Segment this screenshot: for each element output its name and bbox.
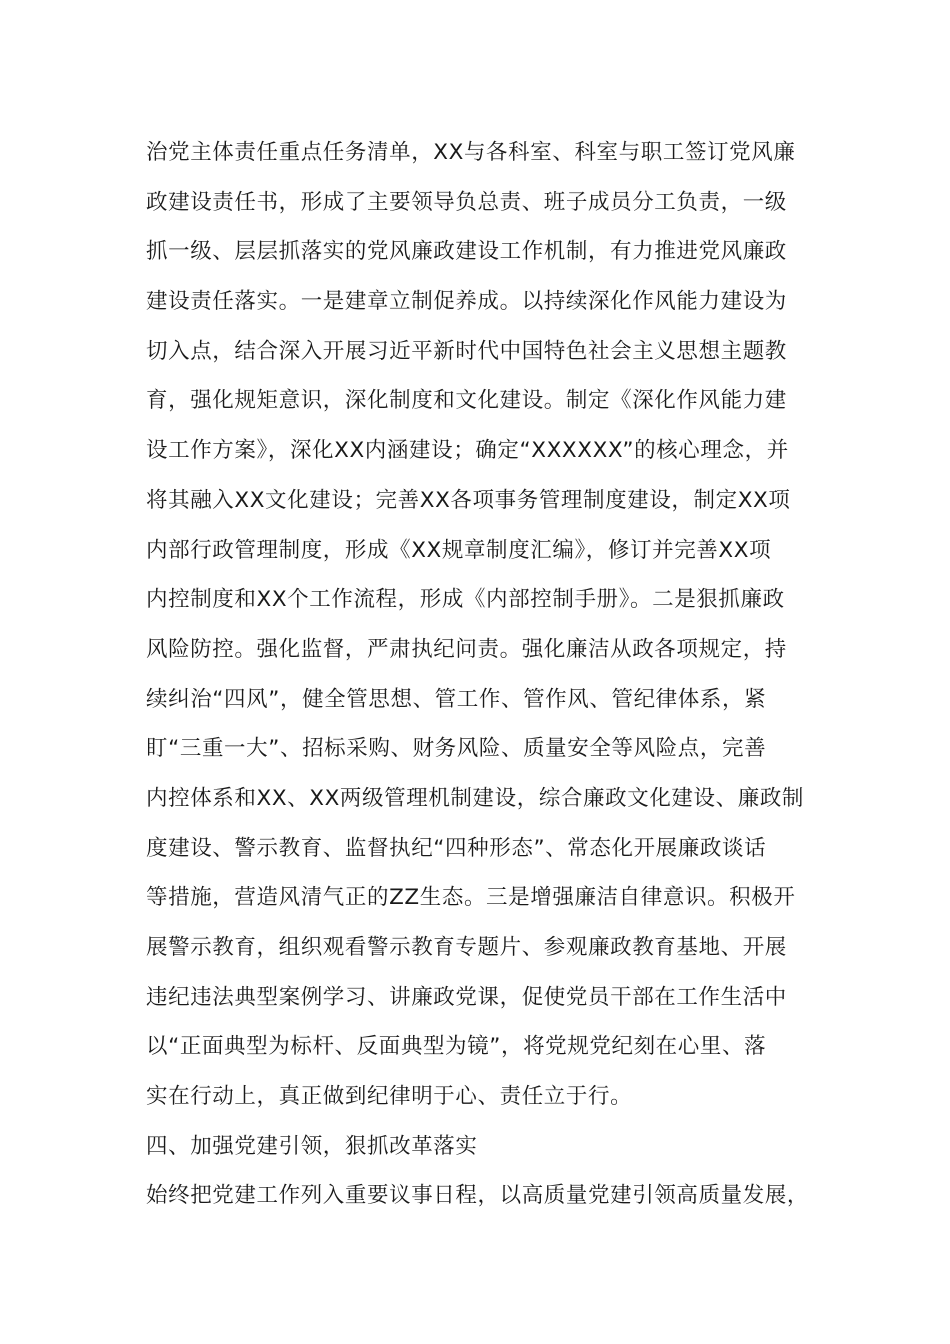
paragraph-line: 违纪违法典型案例学习、讲廉政党课，促使党员干部在工作生活中 xyxy=(146,984,787,1010)
paragraph-line: 以“正面典型为标杆、反面典型为镜”，将党规党纪刻在心里、落 xyxy=(146,1034,767,1060)
paragraph-line: 内部行政管理制度，形成《XX规章制度汇编》，修订并完善XX项 xyxy=(146,537,772,563)
paragraph-line: 治党主体责任重点任务清单，XX与各科室、科室与职工签订党风廉 xyxy=(146,140,796,165)
paragraph-line: 内控制度和XX个工作流程，形成《内部控制手册》。二是狠抓廉政 xyxy=(146,587,785,613)
paragraph-line: 抓一级、层层抓落实的党风廉政建设工作机制，有力推进党风廉政 xyxy=(146,239,787,265)
paragraph-line: 建设责任落实。一是建章立制促养成。以持续深化作风能力建设为 xyxy=(146,289,787,315)
paragraph-line: 设工作方案》，深化XX内涵建设；确定“XXXXXX”的核心理念，并 xyxy=(146,438,789,464)
paragraph-line: 切入点，结合深入开展习近平新时代中国特色社会主义思想主题教 xyxy=(146,338,787,364)
paragraph-line: 风险防控。强化监督，严肃执纪问责。强化廉洁从政各项规定，持 xyxy=(146,636,787,662)
paragraph-line: 始终把党建工作列入重要议事日程，以高质量党建引领高质量发展， xyxy=(146,1183,810,1209)
paragraph-line: 展警示教育，组织观看警示教育专题片、参观廉政教育基地、开展 xyxy=(146,935,787,960)
paragraph-line: 等措施，营造风清气正的ZZ生态。三是增强廉洁自律意识。积极开 xyxy=(146,885,796,911)
paragraph-line: 度建设、警示教育、监督执纪“四种形态”、常态化开展廉政谈话 xyxy=(146,835,767,861)
body-text xyxy=(146,128,826,1221)
paragraph-line: 内控体系和XX、XX两级管理机制建设，综合廉政文化建设、廉政制 xyxy=(146,785,805,811)
section-heading: 四、加强党建引领，狠抓改革落实 xyxy=(146,1133,478,1159)
paragraph-line: 盯“三重一大”、招标采购、财务风险、质量安全等风险点，完善 xyxy=(146,736,767,762)
paragraph-line: 实在行动上，真正做到纪律明于心、责任立于行。 xyxy=(146,1084,633,1110)
paragraph-line: 将其融入XX文化建设；完善XX各项事务管理制度建设，制定XX项 xyxy=(146,487,791,513)
paragraph-line: 续纠治“四风”，健全管思想、管工作、管作风、管纪律体系，紧 xyxy=(146,686,767,712)
paragraph-line: 育，强化规矩意识，深化制度和文化建设。制定《深化作风能力建 xyxy=(146,388,787,414)
paragraph-line: 政建设责任书，形成了主要领导负总责、班子成员分工负责，一级 xyxy=(146,189,787,215)
